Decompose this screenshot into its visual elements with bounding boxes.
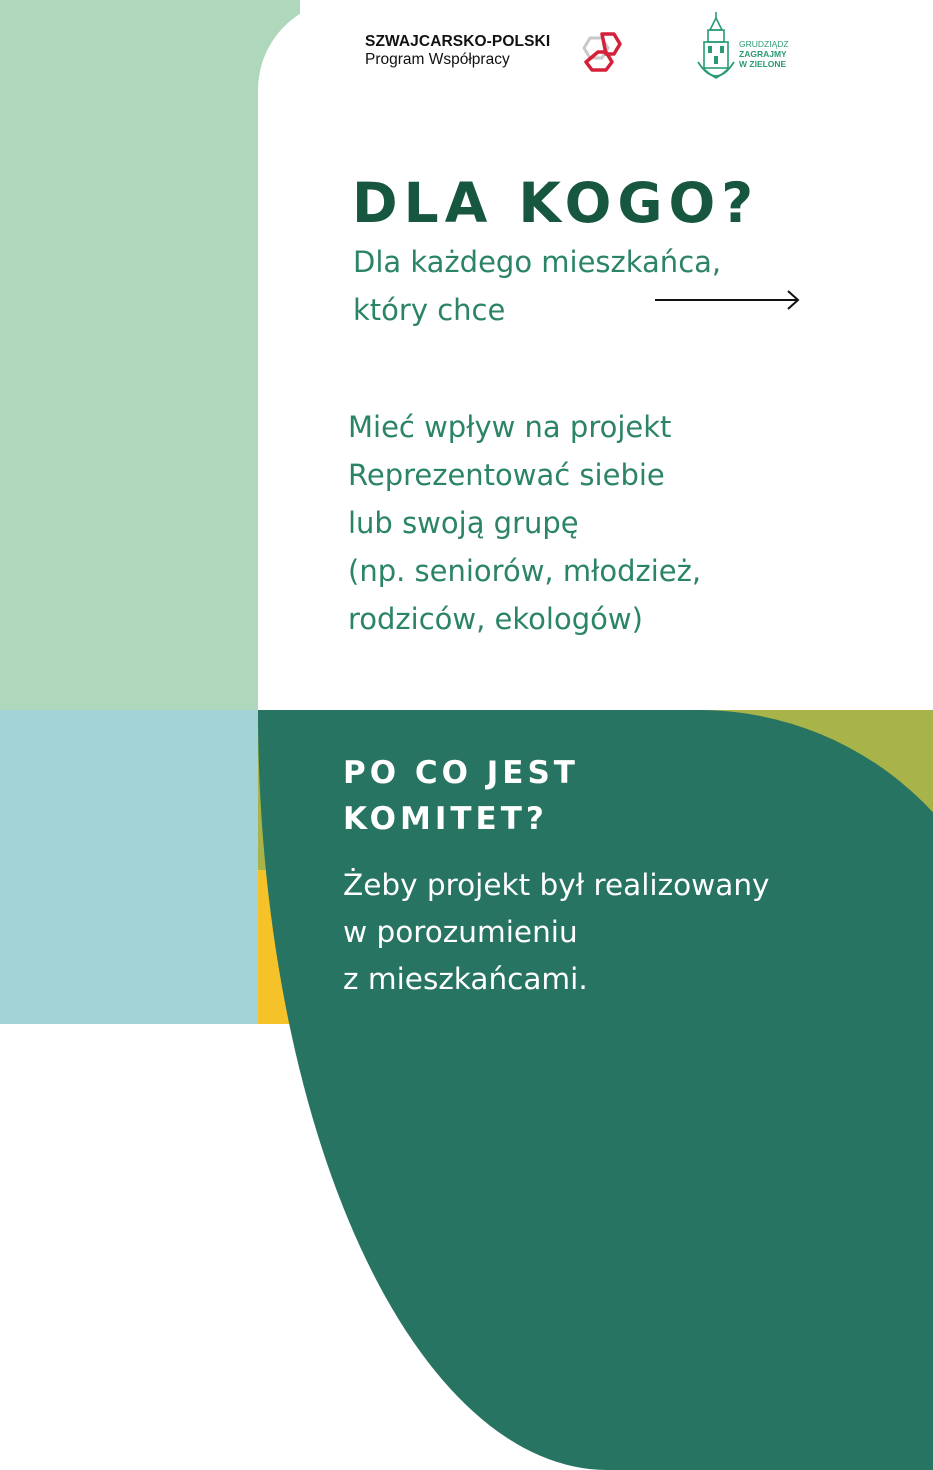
city-logo-line3: W ZIELONE (739, 59, 787, 69)
grudziadz-tower-icon (695, 12, 737, 82)
purpose-text-line: Żeby projekt był realizowany (343, 868, 770, 902)
light-blue-background-block (0, 710, 258, 1024)
purpose-text-line: w porozumieniu (343, 915, 578, 949)
benefit-line: Mieć wpływ na projekt (348, 410, 672, 444)
grudziadz-logo (695, 12, 805, 82)
benefit-line: (np. seniorów, młodzież, (348, 554, 702, 588)
purpose-title-line: KOMITET? (343, 801, 548, 837)
city-logo-line1: GRUDZIĄDZ (739, 39, 789, 49)
purpose-title (343, 750, 579, 842)
mint-background-block (0, 0, 300, 710)
benefit-line: lub swoją grupę (348, 506, 579, 540)
partner-logo-subtitle: Program Współpracy (365, 51, 510, 68)
benefits-list (348, 403, 701, 643)
page-title: DLA KOGO? (352, 171, 760, 235)
subheading-line: który chce (353, 293, 506, 327)
purpose-text (343, 862, 769, 1003)
benefit-line: Reprezentować siebie (348, 458, 665, 492)
purpose-text-line: z mieszkańcami. (343, 962, 588, 996)
swiss-polish-program-logo (365, 33, 550, 69)
who-subheading (353, 238, 721, 334)
benefit-line: rodziców, ekologów) (348, 602, 643, 636)
subheading-line: Dla każdego mieszkańca, (353, 245, 722, 279)
purpose-title-line: PO CO JEST (343, 755, 579, 791)
swiss-polish-program-mark-icon (578, 30, 624, 72)
city-logo-line2: ZAGRAJMY (739, 49, 787, 59)
partner-logo-title: SZWAJCARSKO-POLSKI (365, 33, 551, 50)
arrow-right-icon (655, 288, 801, 312)
